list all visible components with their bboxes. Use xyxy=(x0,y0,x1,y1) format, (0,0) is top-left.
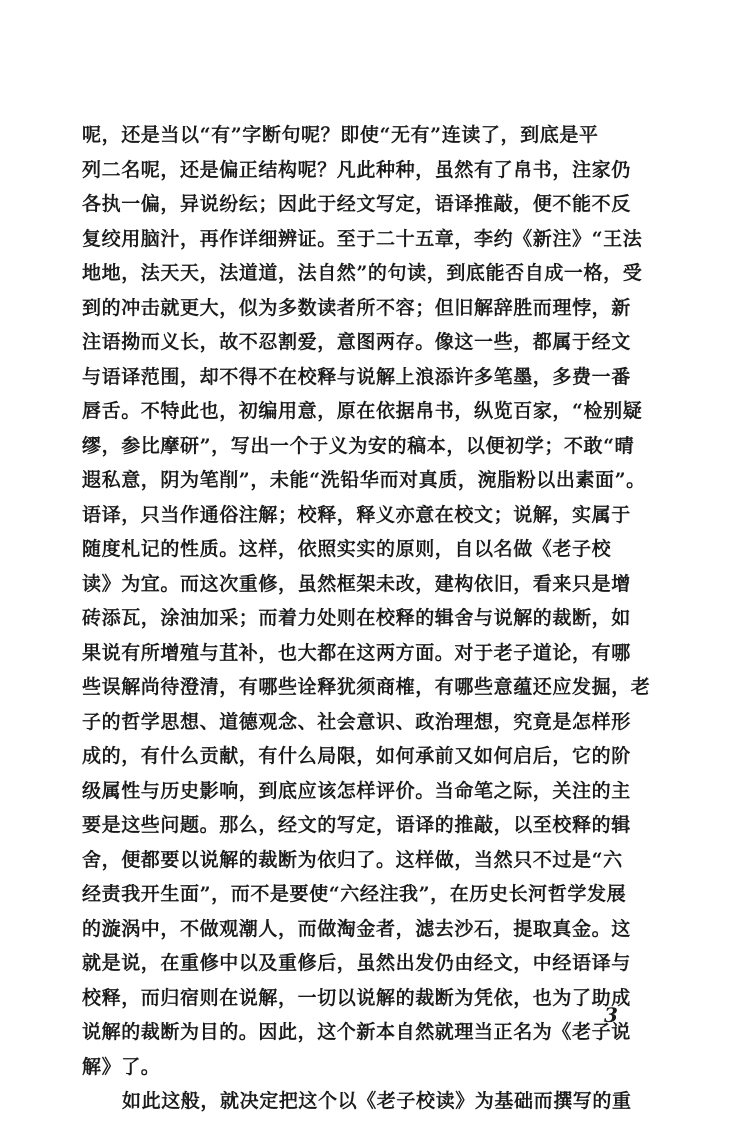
text-line: 到的冲击就更大，似为多数读者所不容；但旧解辞胜而理悖，新 xyxy=(82,296,631,319)
page-number: 3 xyxy=(604,1003,618,1027)
paragraph-first-line: 如此这般，就决定把这个以《老子校读》为基础而撰写的重 xyxy=(122,1090,632,1112)
text-line: 经责我开生面”，而不是要使“六经注我”，在历史长河哲学发展 xyxy=(82,883,627,905)
text-line: 些误解尚待澄清，有哪些诠释犹须商榷，有哪些意蕴还应发掘，老 xyxy=(82,676,651,698)
text-line: 复绞用脑汁，再作详细辨证。至于二十五章，李约《新注》“王法 xyxy=(82,227,643,250)
text-line: 就是说，在重修中以及重修后，虽然出发仍由经文，中经语译与 xyxy=(82,952,631,974)
text-line: 与语译范围，却不得不在校释与说解上浪添许多笔墨，多费一番 xyxy=(82,365,631,388)
text-line: 各执一偏，异说纷纭；因此于经文写定，语译推敲，便不能不反 xyxy=(82,193,631,215)
text-line: 呢，还是当以“有”字断句呢？即使“无有”连读了，到底是平 xyxy=(82,124,599,146)
text-line: 读》为宜。而这次重修，虽然框架未改，建构依旧，看来只是增 xyxy=(82,572,631,595)
text-line: 地地，法天天，法道道，法自然”的句读，到底能否自成一格，受 xyxy=(82,262,643,284)
text-line: 果说有所增殖与苴补，也大都在这两方面。对于老子道论，有哪 xyxy=(82,641,631,664)
text-line: 缪，参比摩研”，写出一个于义为安的稿本，以便初学；不敢“晴 xyxy=(82,434,635,457)
text-line: 的漩涡中，不做观潮人，而做淘金者，滤去沙石，提取真金。这 xyxy=(82,917,631,940)
text-line: 遐私意，阴为笔削”，未能“洗铅华而对真质，涴脂粉以出素面”。 xyxy=(82,469,646,491)
text-line: 说解的裁断为目的。因此，这个新本自然就理当正名为《老子说 xyxy=(82,1021,631,1043)
text-line: 子的哲学思想、道德观念、社会意识、政治理想，究竟是怎样形 xyxy=(82,710,631,733)
text-line: 校释，而归宿则在说解，一切以说解的裁断为凭依，也为了助成 xyxy=(82,986,631,1009)
text-line: 列二名呢，还是偏正结构呢？凡此种种，虽然有了帛书，注家仍 xyxy=(82,158,631,181)
text-line: 注语拗而义长，故不忍割爱，意图两存。像这一些，都属于经文 xyxy=(82,331,631,353)
body-text xyxy=(82,124,651,1127)
text-line: 唇舌。不特此也，初编用意，原在依据帛书，纵览百家，“检别疑 xyxy=(82,400,643,422)
text-line: 成的，有什么贡献，有什么局限，如何承前又如何启后，它的阶 xyxy=(82,745,631,767)
text-line: 要是这些问题。那么，经文的写定，语译的推敲，以至校释的辑 xyxy=(82,814,631,836)
text-line: 舍，便都要以说解的裁断为依归了。这样做，当然只不过是“六 xyxy=(82,848,623,871)
text-line: 解》了。 xyxy=(82,1055,161,1078)
text-line: 级属性与历史影响，到底应该怎样评价。当命笔之际，关注的主 xyxy=(82,779,631,802)
text-line: 随度札记的性质。这样，依照实实的原则，自以名做《老子校 xyxy=(82,538,612,560)
text-line: 语译，只当作通俗注解；校释，释义亦意在校文；说解，实属于 xyxy=(82,503,631,526)
text-line: 砖添瓦，涂油加采；而着力处则在校释的辑舍与说解的裁断，如 xyxy=(82,607,631,629)
